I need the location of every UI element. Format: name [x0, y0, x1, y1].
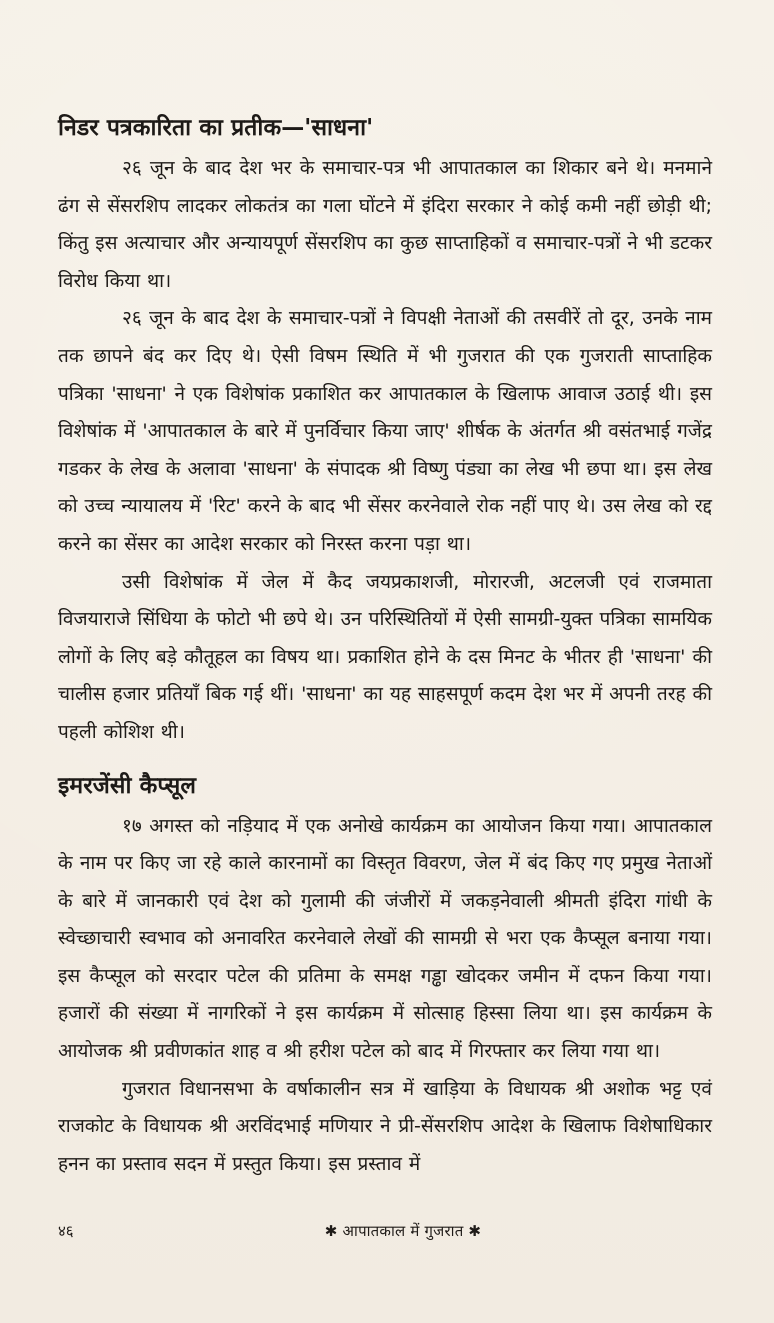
page-footer: [58, 1219, 712, 1245]
paragraph-2: २६ जून के बाद देश के समाचार-पत्रों ने विपक्षी नेताओं की तसवीरें तो दूर, उनके नाम तक छापने बंद कर दिए थे। ऐसी विषम स्थिति में भी गुजरात की एक गुजराती साप्ताहिक पत्रिका 'साधना' ने एक विशेषांक प्रकाशित कर आपातकाल के खिलाफ आवाज उठाई थी। इस विशेषांक में 'आपातकाल के बारे में पुनर्विचार किया जाए' शीर्षक के अंतर्गत श्री वसंतभाई गजेंद्र गडकर के लेख के अलावा 'साधना' के संपादक श्री विष्णु पंड्या का लेख भी छपा था। इस लेख को उच्च न्यायालय में 'रिट' करने के बाद भी सेंसर करनेवाले रोक नहीं पाए थे। उस लेख को रद्द करने का सेंसर का आदेश सरकार को निरस्त करना पड़ा था।: [58, 307, 712, 555]
running-title: ✱ आपातकाल में गुजरात ✱: [324, 1222, 482, 1240]
page-content: [58, 112, 712, 1183]
paragraph-3: उसी विशेषांक में जेल में कैद जयप्रकाशजी, मोरारजी, अटलजी एवं राजमाता विजयाराजे सिंधिया के फोटो भी छपे थे। उन परिस्थितियों में ऐसी सामग्री-युक्त पत्रिका सामयिक लोगों के लिए बड़े कौतूहल का विषय था। प्रकाशित होने के दस मिनट के भीतर ही 'साधना' की चालीस हजार प्रतियाँ बिक गई थीं। 'साधना' का यह साहसपूर्ण कदम देश भर में अपनी तरह की पहली कोशिश थी।: [58, 570, 712, 743]
section-spacer: [58, 752, 712, 770]
section-heading-sadhna: निडर पत्रकारिता का प्रतीक—'साधना': [58, 115, 374, 141]
paragraph-5: गुजरात विधानसभा के वर्षाकालीन सत्र में खाड़िया के विधायक श्री अशोक भट्ट एवं राजकोट के विधायक श्री अरविंदभाई मणियार ने प्री-सेंसरशिप आदेश के खिलाफ विशेषाधिकार हनन का प्रस्ताव सदन में प्रस्तुत किया। इस प्रस्ताव में: [58, 1077, 712, 1175]
section-heading-emergency-capsule: इमरजेंसी कैप्सूल: [58, 772, 197, 799]
paragraph-4: १७ अगस्त को नड़ियाद में एक अनोखे कार्यक्रम का आयोजन किया गया। आपातकाल के नाम पर किए जा रहे काले कारनामों का विस्तृत विवरण, जेल में बंद किए गए प्रमुख नेताओं के बारे में जानकारी एवं देश को गुलामी की जंजीरों में जकड़नेवाली श्रीमती इंदिरा गांधी के स्वेच्छाचारी स्वभाव को अनावरित करनेवाले लेखों की सामग्री से भरा एक कैप्सूल बनाया गया। इस कैप्सूल को सरदार पटेल की प्रतिमा के समक्ष गड्ढा खोदकर जमीन में दफन किया गया। हजारों की संख्या में नागरिकों ने इस कार्यक्रम में सोत्साह हिस्सा लिया था। इस कार्यक्रम के आयोजक श्री प्रवीणकांत शाह व श्री हरीश पटेल को बाद में गिरफ्तार कर लिया गया था।: [58, 814, 712, 1063]
page-number: ४६: [58, 1222, 74, 1240]
paragraph-1: २६ जून के बाद देश भर के समाचार-पत्र भी आपातकाल का शिकार बने थे। मनमाने ढंग से सेंसरशिप लादकर लोकतंत्र का गला घोंटने में इंदिरा सरकार ने कोई कमी नहीं छोड़ी थी; किंतु इस अत्याचार और अन्यायपूर्ण सेंसरशिप का कुछ साप्ताहिकों व समाचार-पत्रों ने भी डटकर विरोध किया था।: [58, 157, 712, 292]
